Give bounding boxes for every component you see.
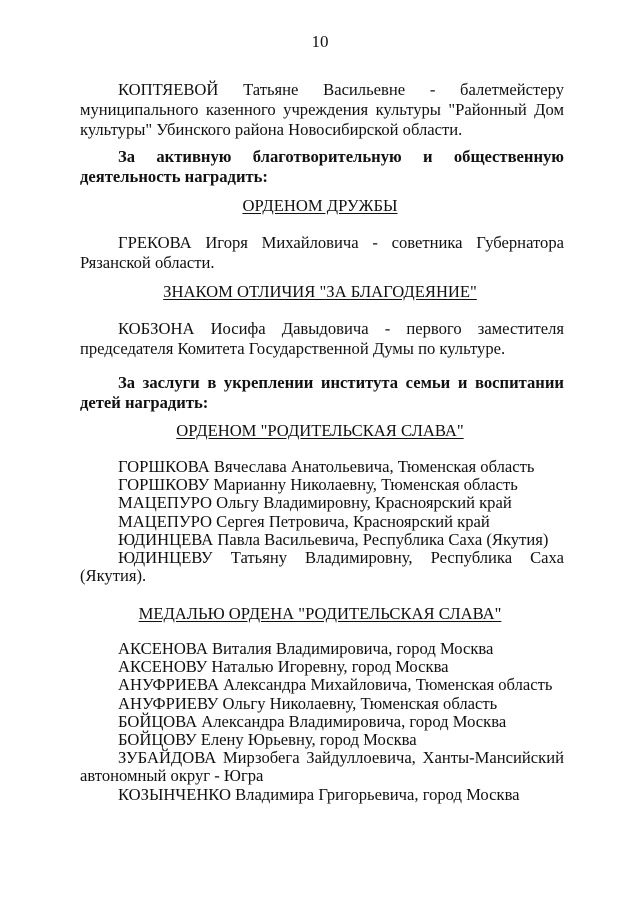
award-paragraph-kobzon: [80, 319, 564, 359]
award-heading-order-parental-glory: ОРДЕНОМ "РОДИТЕЛЬСКАЯ СЛАВА": [176, 421, 464, 440]
award-paragraph-grekov: [80, 233, 564, 273]
award-heading-medal-parental-glory: МЕДАЛЬЮ ОРДЕНА "РОДИТЕЛЬСКАЯ СЛАВА": [138, 604, 502, 623]
order-recipients-list: [80, 458, 564, 585]
list-item: ГОРШКОВУ Марианну Николаевну, Тюменская область: [118, 475, 518, 495]
award-paragraph-koptyaeva: [80, 80, 564, 140]
list-item: МАЦЕПУРО Ольгу Владимировну, Красноярский край: [118, 493, 512, 513]
award-heading-order-friendship: ОРДЕНОМ ДРУЖБЫ: [242, 196, 398, 215]
list-item: ГОРШКОВА Вячеслава Анатольевича, Тюменская область: [118, 457, 535, 476]
intro-line: За заслуги в укреплении института семьи и воспитании: [118, 373, 564, 392]
list-item: ЮДИНЦЕВУ Татьяну Владимировну, Республика Саха (Якутия).: [80, 548, 564, 586]
list-item: КОЗЫНЧЕНКО Владимира Григорьевича, город Москва: [118, 784, 520, 804]
page-number: 10: [311, 32, 329, 51]
list-item: АНУФРИЕВУ Ольгу Николаевну, Тюменская область: [118, 693, 498, 713]
paragraph-line: культуры" Убинского района Новосибирской области.: [80, 120, 463, 139]
medal-recipients-list: [80, 640, 564, 804]
award-heading-badge-charity: ЗНАКОМ ОТЛИЧИЯ "ЗА БЛАГОДЕЯНИЕ": [163, 282, 477, 301]
intro-line: деятельность наградить:: [80, 167, 268, 186]
list-item: БОЙЦОВА Александра Владимировича, город Москва: [118, 711, 507, 731]
list-item: БОЙЦОВУ Елену Юрьевну, город Москва: [118, 730, 417, 750]
paragraph-line: председателя Комитета Государственной Думы по культуре.: [80, 339, 506, 358]
paragraph-line: ГРЕКОВА Игоря Михайловича - советника Губернатора: [118, 233, 564, 252]
paragraph-line: Рязанской области.: [80, 253, 215, 272]
list-item: МАЦЕПУРО Сергея Петровича, Красноярский край: [118, 511, 490, 531]
list-item: ЮДИНЦЕВА Павла Васильевича, Республика Саха (Якутия): [118, 529, 549, 549]
intro-line: детей наградить:: [80, 393, 209, 412]
list-item: АКСЕНОВУ Наталью Игоревну, город Москва: [118, 657, 449, 677]
paragraph-line: КОБЗОНА Иосифа Давыдовича - первого заместителя: [118, 319, 564, 338]
list-item: ЗУБАЙДОВА Мирзобега Зайдуллоевича, Ханты-Мансийский автономный округ - Югра: [80, 748, 564, 786]
list-item: АКСЕНОВА Виталия Владимировича, город Москва: [118, 639, 494, 658]
paragraph-line: КОПТЯЕВОЙ Татьяне Васильевне - балетмейстеру: [118, 80, 564, 99]
award-intro-charity: [80, 147, 564, 187]
paragraph-line: муниципального казенного учреждения культуры "Районный Дом: [80, 100, 564, 119]
intro-line: За активную благотворительную и общественную: [118, 147, 564, 166]
list-item: АНУФРИЕВА Александра Михайловича, Тюменская область: [118, 675, 553, 695]
award-intro-family: [80, 373, 564, 413]
